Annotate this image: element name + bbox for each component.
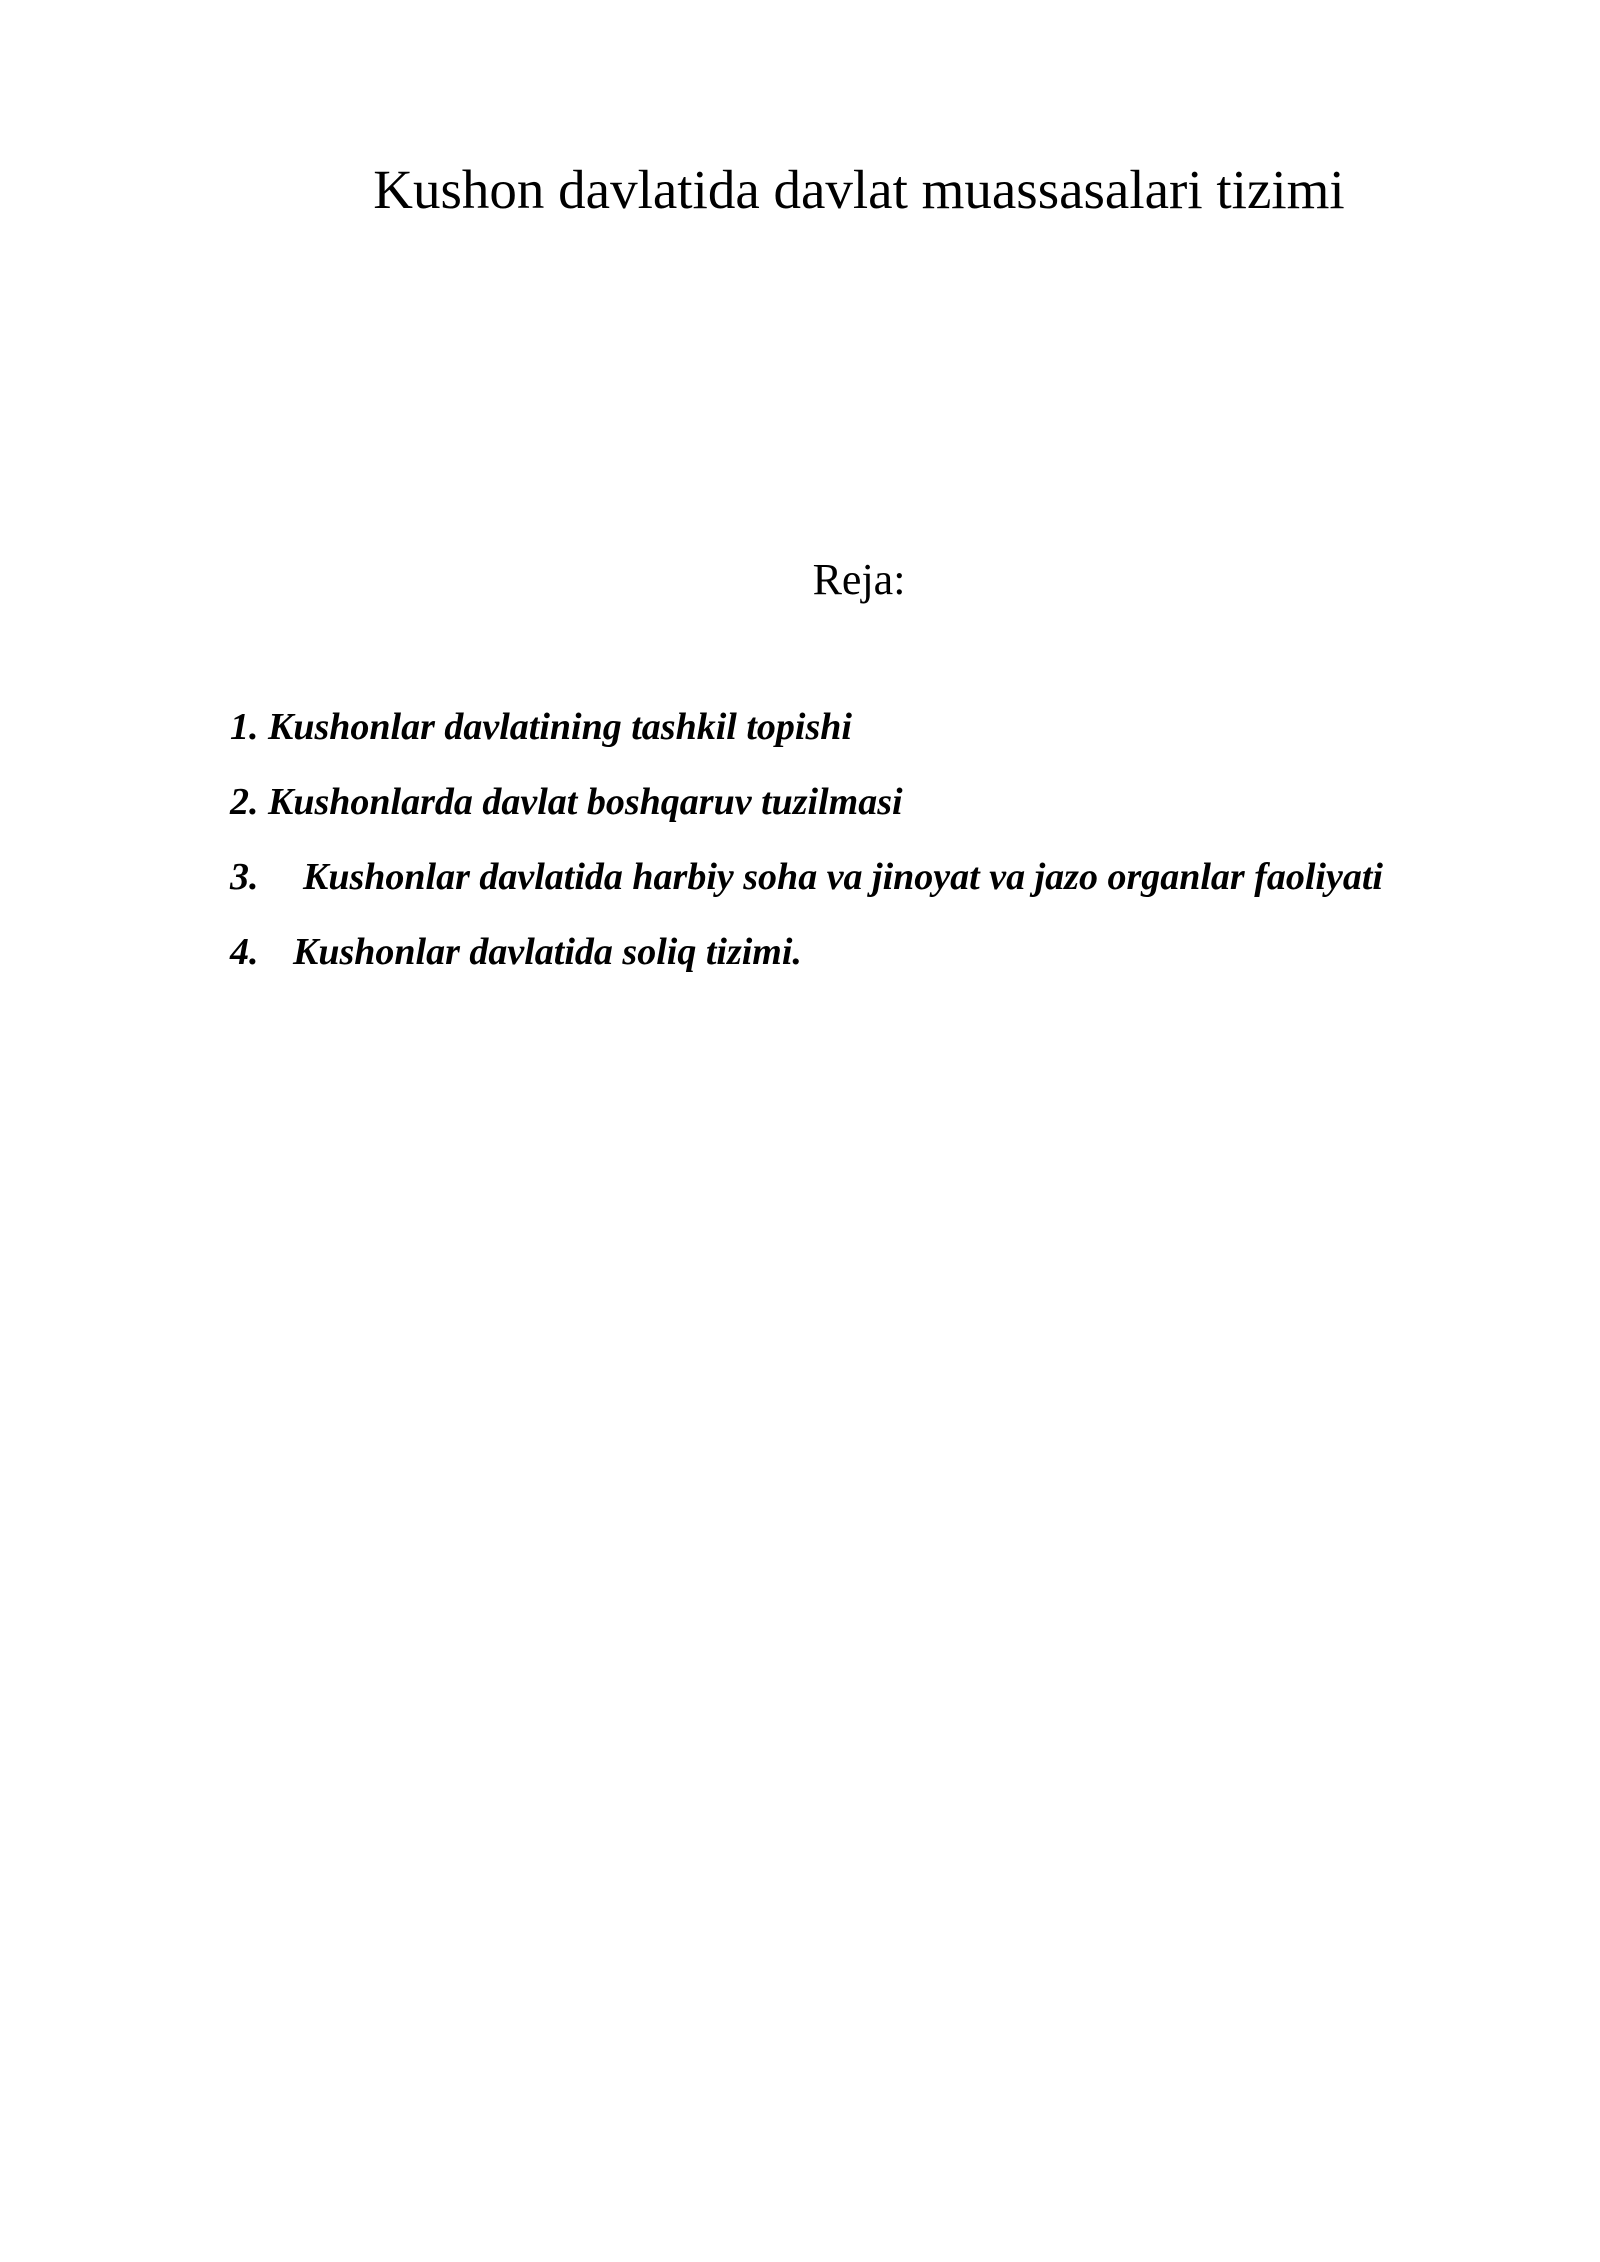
plan-item-text: Kushonlarda davlat boshqaruv tuzilmasi [268,781,903,823]
plan-item-number: 4. [230,931,259,973]
plan-item-number: 3. [230,856,259,898]
plan-item-text: Kushonlar davlatida harbiy soha va jinoyat va jazo organlar faoliyati [303,856,1383,898]
plan-item-number: 2. [230,781,259,823]
plan-item [230,840,1430,915]
plan-item-number: 1. [230,706,259,748]
plan-heading: Reja: [812,555,906,604]
document-title: Kushon davlatida davlat muassasalari tizimi [373,159,1345,220]
plan-item [230,765,1430,840]
plan-item [230,915,1430,990]
plan-item [230,690,1430,765]
plan-list [230,690,1430,990]
plan-item-text: Kushonlar davlatida soliq tizimi. [293,931,802,973]
plan-item-text: Kushonlar davlatining tashkil topishi [268,706,852,748]
